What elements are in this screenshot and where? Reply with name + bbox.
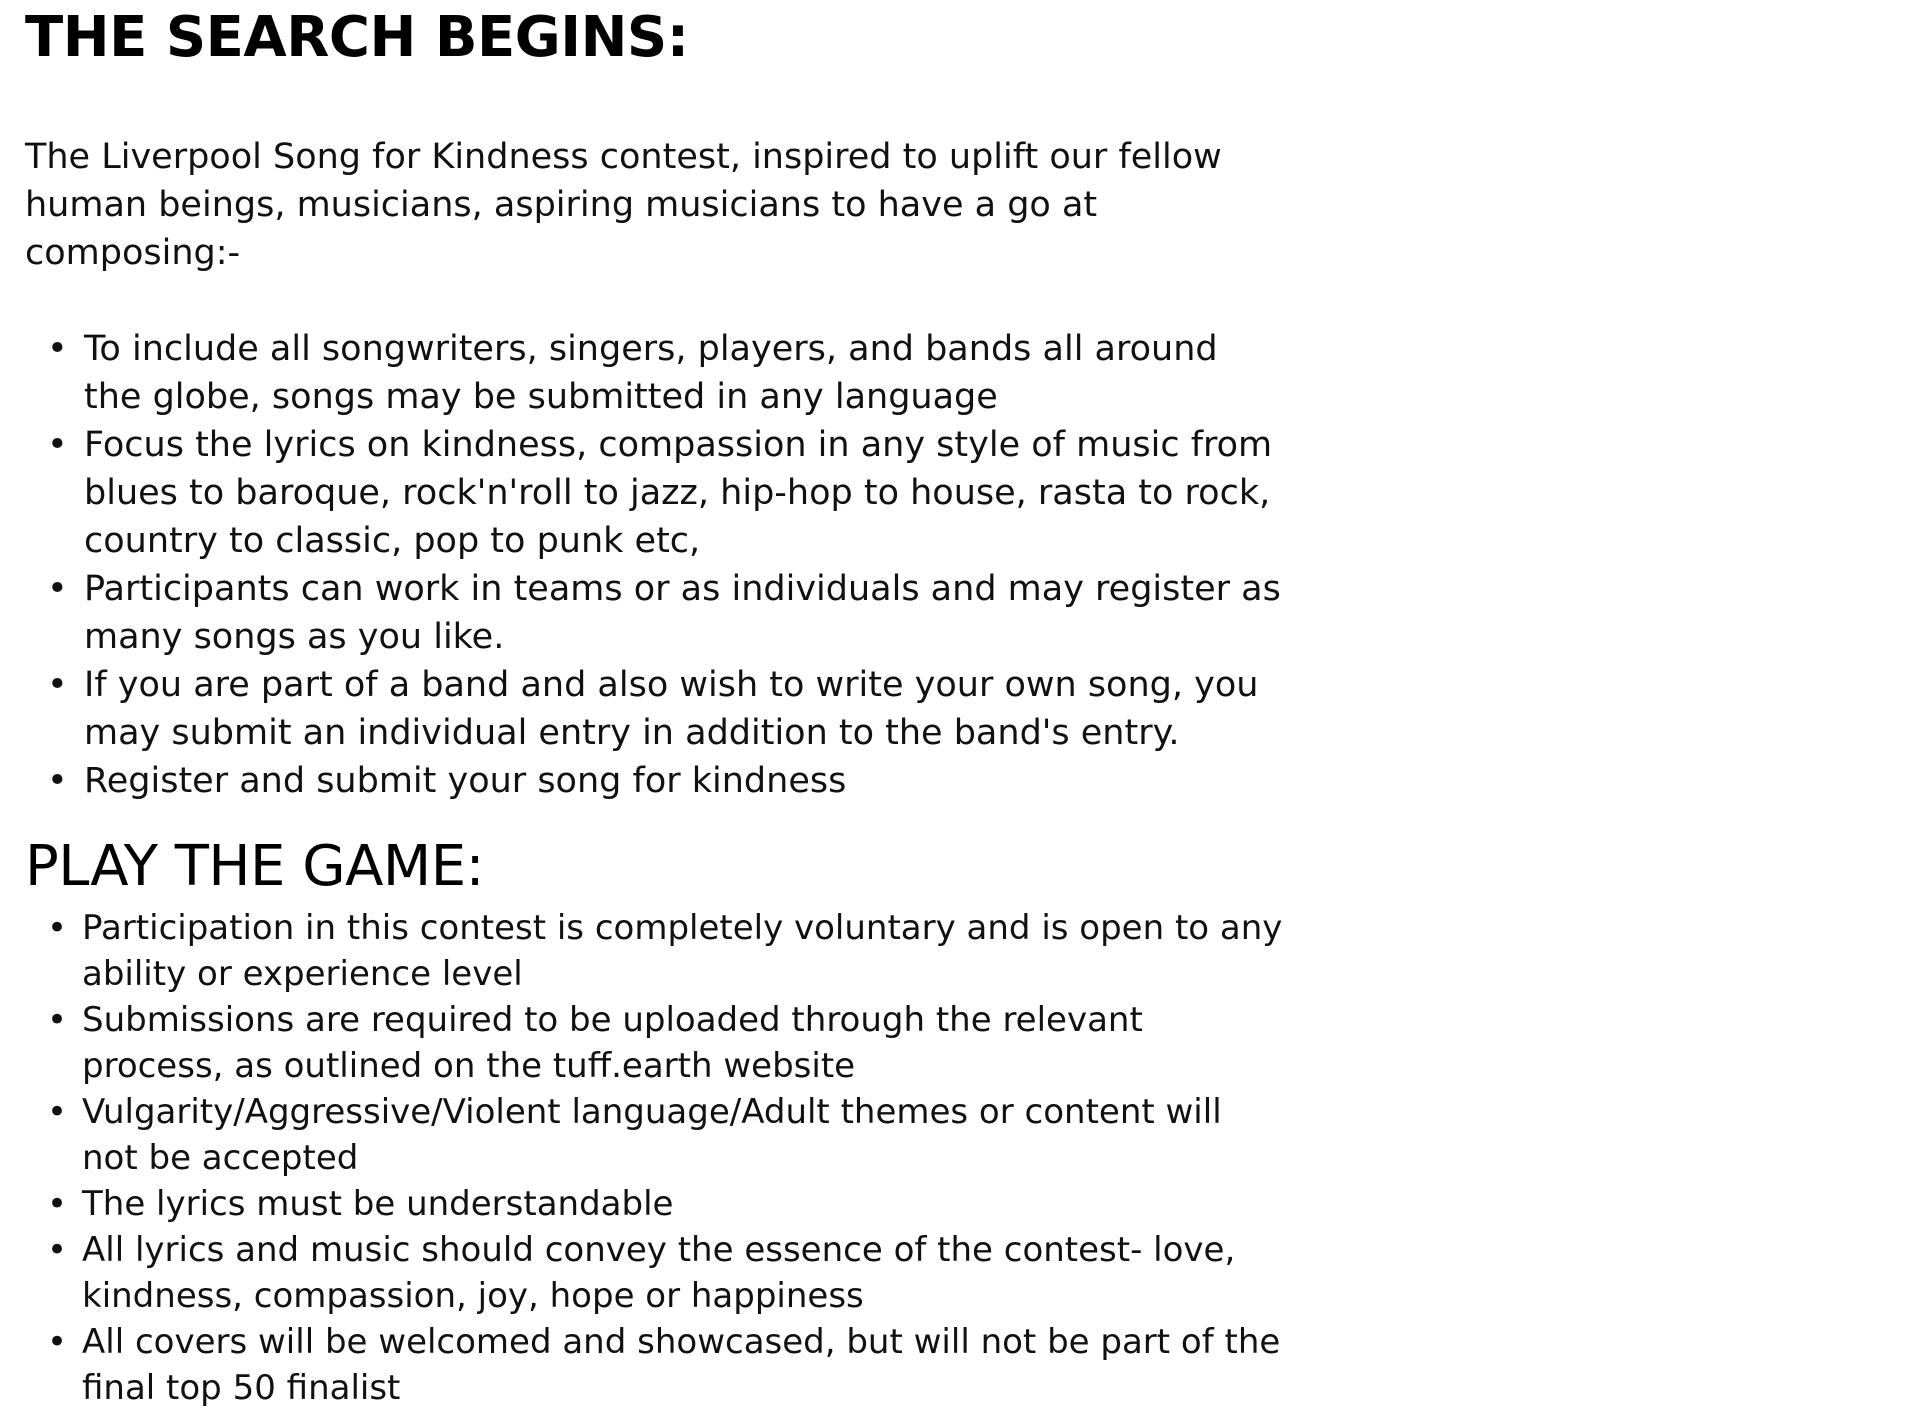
- search-begins-heading: THE SEARCH BEGINS:: [25, 5, 689, 70]
- list-item-text: Register and submit your song for kindness: [84, 761, 847, 801]
- bullet-icon: •: [47, 1184, 68, 1224]
- list-item: [47, 1319, 1285, 1411]
- list-item-text: All lyrics and music should convey the essence of the contest- love, kindness, compassion, joy, hope or happiness: [82, 1230, 1236, 1316]
- list-item-text: All covers will be welcomed and showcased, but will not be part of the final top 50 finalist: [82, 1322, 1281, 1408]
- list-item: [47, 757, 1285, 805]
- list-item: [47, 421, 1285, 565]
- bullet-icon: •: [47, 1092, 68, 1132]
- list-item: [47, 565, 1285, 661]
- list-item-text: Participation in this contest is completely voluntary and is open to any ability or experience level: [82, 908, 1283, 994]
- bullet-icon: •: [47, 665, 68, 705]
- list-item: [47, 1227, 1285, 1319]
- list-item-text: To include all songwriters, singers, players, and bands all around the globe, songs may be submitted in any language: [84, 329, 1218, 417]
- bullet-icon: •: [47, 761, 68, 801]
- list-item-text: Vulgarity/Aggressive/Violent language/Adult themes or content will not be accepted: [82, 1092, 1222, 1178]
- game-rules-list: [25, 905, 1285, 1411]
- search-rules-list: [25, 325, 1285, 805]
- list-item: [47, 661, 1285, 757]
- intro-paragraph: The Liverpool Song for Kindness contest, inspired to uplift our fellow human beings, musicians, aspiring musicians to have a go at composing:-: [25, 137, 1222, 273]
- list-item-text: Submissions are required to be uploaded through the relevant process, as outlined on the tuff.earth website: [82, 1000, 1143, 1086]
- list-item-text: Focus the lyrics on kindness, compassion in any style of music from blues to baroque, rock'n'roll to jazz, hip-hop to house, rasta to rock, country to classic, pop to punk etc,: [84, 425, 1273, 561]
- list-item-text: If you are part of a band and also wish to write your own song, you may submit an individual entry in addition to the band's entry.: [84, 665, 1259, 753]
- document-content: [25, 0, 1285, 1411]
- bullet-icon: •: [47, 425, 68, 465]
- list-item: [47, 1181, 1285, 1227]
- list-item-text: Participants can work in teams or as individuals and may register as many songs as you like.: [84, 569, 1281, 657]
- list-item: [47, 1089, 1285, 1181]
- bullet-icon: •: [47, 1322, 68, 1362]
- list-item: [47, 905, 1285, 997]
- bullet-icon: •: [47, 1230, 68, 1270]
- list-item-text: The lyrics must be understandable: [82, 1184, 674, 1224]
- list-item: [47, 997, 1285, 1089]
- play-the-game-heading: PLAY THE GAME:: [25, 834, 484, 899]
- bullet-icon: •: [47, 908, 68, 948]
- bullet-icon: •: [47, 329, 68, 369]
- bullet-icon: •: [47, 1000, 68, 1040]
- bullet-icon: •: [47, 569, 68, 609]
- list-item: [47, 325, 1285, 421]
